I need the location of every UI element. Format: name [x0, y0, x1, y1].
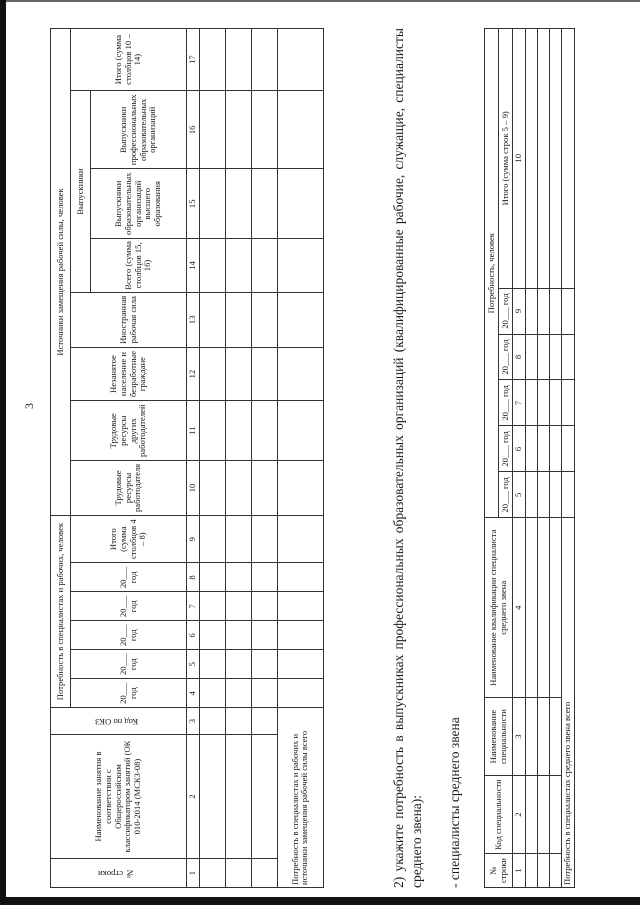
index-cell: 11 [187, 401, 200, 461]
header-row-no: № строки [51, 859, 187, 888]
t2-header-code: Код специальности [485, 776, 513, 854]
index-cell: 3 [513, 698, 526, 776]
index-cell: 9 [187, 515, 200, 563]
table1-footer-row [277, 29, 323, 888]
index-cell: 10 [513, 29, 526, 289]
scan-edge-bottom [0, 897, 640, 905]
table2-empty-row [550, 29, 562, 888]
t2-footer-label: Потребность в специалистах среднего звена всего [562, 518, 575, 888]
table2-empty-row [526, 29, 538, 888]
subheading-mid-level: - специалисты среднего звена [447, 717, 462, 888]
header-unemployed: Незанятое население и безработные граждане [71, 347, 187, 401]
table1-empty-row [225, 29, 251, 888]
index-cell: 15 [187, 169, 200, 239]
table2-footer-row [562, 29, 575, 888]
header-grad-higher: Выпускники образовательных организаций высшего образования [91, 169, 187, 239]
index-cell: 14 [187, 239, 200, 293]
t2-header-need-group: Потребность, человек [485, 29, 499, 518]
index-cell: 8 [513, 334, 526, 380]
header-year-1: 20___ год [71, 679, 187, 708]
index-cell: 1 [513, 854, 526, 888]
index-cell: 4 [187, 679, 200, 708]
index-cell: 9 [513, 288, 526, 334]
graduates-need-table [484, 28, 575, 888]
table1-index-row [187, 29, 200, 888]
header-total-sources: Итого (сумма столбцов 10 – 14) [71, 29, 187, 91]
index-cell: 10 [187, 460, 200, 515]
t2-header-qualification: Наименование квалификации специалиста среднего звена [485, 518, 513, 698]
t2-header-year-5: 20___ год [499, 288, 513, 334]
table2-empty-row [538, 29, 550, 888]
table2-index-row [513, 29, 526, 888]
index-cell: 2 [513, 776, 526, 854]
header-grad-total: Всего (сумма столбцов 15, 16) [91, 239, 187, 293]
index-cell: 16 [187, 91, 200, 169]
header-occupation: Наименование занятия в соответствии с Общероссийским классификатором занятий (ОК 010-2014 (МСКЗ-08) [51, 735, 187, 859]
index-cell: 6 [513, 426, 526, 472]
header-graduates-group: Выпускники [71, 91, 91, 293]
index-cell: 2 [187, 735, 200, 859]
table1-empty-row [251, 29, 277, 888]
t2-header-row-no: № строки [485, 854, 513, 888]
index-cell: 17 [187, 29, 200, 91]
t2-header-year-4: 20___ год [499, 334, 513, 380]
scan-edge-top [0, 0, 640, 2]
index-cell: 13 [187, 292, 200, 347]
header-need-group: Потребность в специалистах и рабочих, человек [51, 515, 71, 707]
header-okz: Код по ОКЗ [51, 708, 187, 735]
t2-header-year-3: 20___ год [499, 380, 513, 426]
header-year-2: 20___ год [71, 650, 187, 679]
t2-header-specialty: Наименование специальности [485, 698, 513, 776]
index-cell: 4 [513, 518, 526, 698]
workforce-need-table [50, 28, 324, 888]
index-cell: 8 [187, 563, 200, 592]
index-cell: 12 [187, 347, 200, 401]
header-other-employers: Трудовые ресурсы других работодателей [71, 401, 187, 461]
footer-label: Потребность в специалистах и рабочих и источники замещения рабочей силы всего [277, 708, 323, 888]
index-cell: 7 [513, 380, 526, 426]
index-cell: 5 [513, 472, 526, 518]
header-year-5: 20___ год [71, 563, 187, 592]
paragraph-2: 2) укажите потребность в выпускниках профессиональных образовательных организаций (квалифицированные рабочие, служащие, специалисты среднего звена): [391, 28, 425, 888]
header-year-4: 20___ год [71, 592, 187, 621]
t2-header-year-2: 20___ год [499, 426, 513, 472]
header-total-need: Итого (сумма столбцов 4 – 8) [71, 515, 187, 563]
page-number: 3 [22, 403, 36, 409]
header-foreign: Иностранная рабочая сила [71, 292, 187, 347]
t2-header-year-1: 20___ год [499, 472, 513, 518]
header-employer: Трудовые ресурсы работодателя [71, 460, 187, 515]
index-cell: 5 [187, 650, 200, 679]
header-year-3: 20___ год [71, 621, 187, 650]
scan-edge-left [0, 0, 6, 905]
index-cell: 3 [187, 708, 200, 735]
header-grad-prof: Выпускники профессиональных образовательных организаций [91, 91, 187, 169]
rotated-document [22, 28, 632, 888]
index-cell: 1 [187, 859, 200, 888]
header-sources-group: Источники замещения рабочей силы, человек [51, 29, 71, 516]
index-cell: 7 [187, 592, 200, 621]
t2-header-total: Итого (сумма строк 5 – 9) [499, 29, 513, 289]
index-cell: 6 [187, 621, 200, 650]
table1-empty-row [199, 29, 225, 888]
